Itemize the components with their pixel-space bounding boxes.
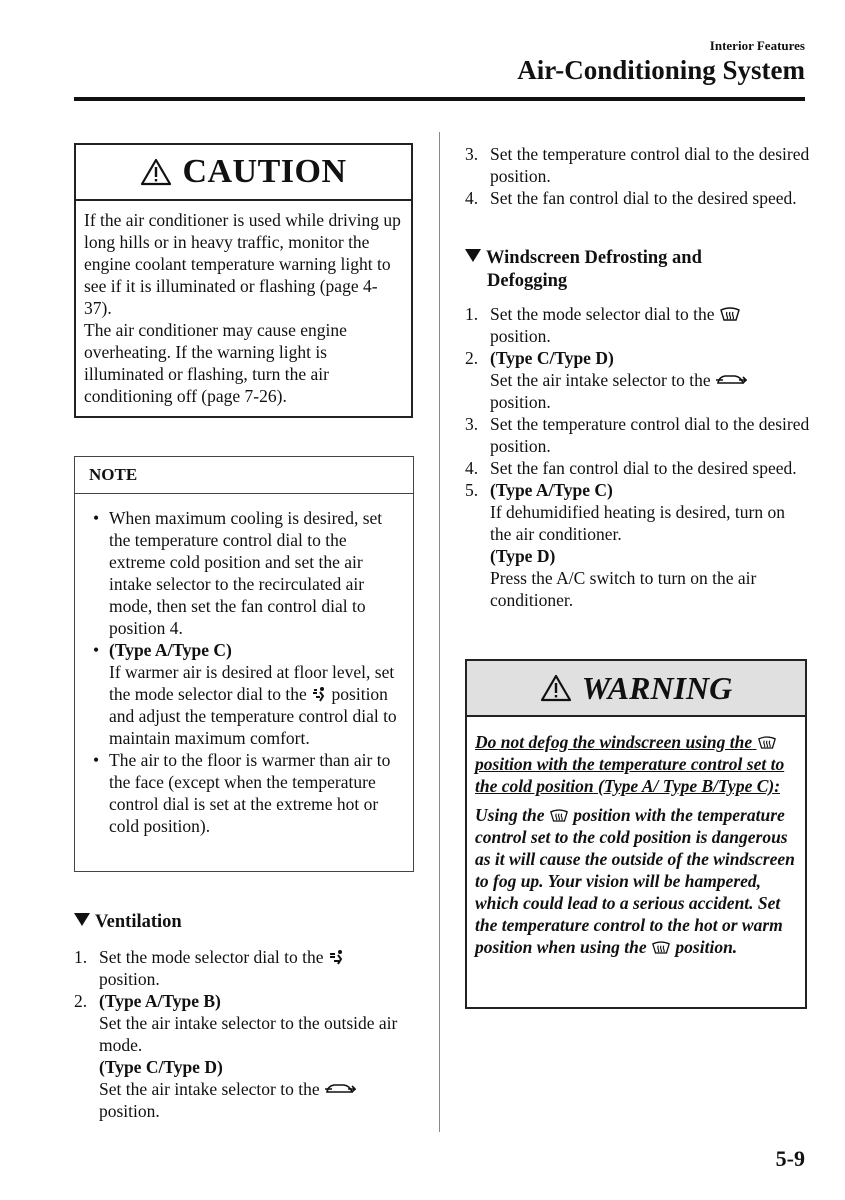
ventilation-section: [74, 911, 419, 1122]
step-text: position.: [99, 969, 160, 989]
face-vent-mode-icon: [328, 949, 346, 965]
warning-condition: [475, 731, 797, 797]
note-title: NOTE: [75, 457, 413, 494]
ventilation-steps: [74, 946, 419, 1122]
caution-box: [74, 143, 413, 418]
outside-air-icon: [715, 372, 747, 388]
step-text: Set the air intake selector to the: [99, 1079, 320, 1099]
step-number: 4.: [465, 458, 479, 478]
step-number: 5.: [465, 480, 479, 500]
continued-steps: [465, 143, 810, 209]
note-item: [75, 639, 407, 749]
step-type-label: (Type D): [490, 546, 556, 566]
step-item: [465, 143, 810, 187]
warning-explanation: [475, 804, 797, 958]
defrost-section: [465, 247, 810, 611]
defroster-icon: [549, 808, 569, 823]
warning-explanation-text: Using the: [475, 805, 545, 825]
step-text: Set the air intake selector to the: [490, 370, 711, 390]
caution-paragraph-1: If the air conditioner is used while driving up long hills or in heavy traffic, monitor the engine coolant temperature warning light to see if it is illuminated or flashing (page 4-37).: [84, 210, 401, 318]
step-text: Set the fan control dial to the desired speed.: [490, 458, 797, 478]
defroster-icon: [651, 940, 671, 955]
page-number: 5-9: [775, 1146, 805, 1171]
warning-box: [465, 659, 807, 1009]
step-number: 2.: [74, 991, 88, 1011]
note-item-text: If warmer air is desired at floor level, set the mode selector dial to the: [109, 662, 395, 704]
step-text: Set the fan control dial to the desired speed.: [490, 188, 797, 208]
caution-header: [76, 145, 411, 201]
defrost-steps: [465, 303, 810, 611]
defrost-heading: [465, 247, 810, 293]
section-label: Interior Features: [709, 38, 805, 53]
step-number: 1.: [465, 304, 479, 324]
column-divider: [439, 132, 440, 1132]
warning-explanation-text: position.: [675, 937, 738, 957]
defrost-heading-line: Windscreen Defrosting and: [486, 248, 702, 268]
defroster-icon: [719, 306, 741, 322]
bilevel-mode-icon: [311, 686, 327, 702]
step-text: If dehumidified heating is desired, turn on the air conditioner.: [490, 502, 785, 544]
caution-body: [76, 201, 411, 407]
defroster-icon: [757, 735, 777, 750]
warning-header: [467, 661, 805, 717]
step-number: 2.: [465, 348, 479, 368]
bullet: •: [93, 640, 100, 660]
warning-body: [467, 717, 805, 958]
step-type-label: (Type C/Type D): [490, 348, 614, 368]
defrost-heading-line: Defogging: [487, 271, 568, 291]
continued-step-list: [465, 143, 810, 209]
step-text: Set the temperature control dial to the desired position.: [490, 414, 810, 456]
step-item: [465, 187, 810, 209]
note-type-label: (Type A/Type C): [109, 640, 232, 660]
step-item: [465, 479, 810, 611]
step-item: [74, 946, 419, 990]
caution-paragraph-2: The air conditioner may cause engine overheating. If the warning light is illuminated or flashing, turn the air conditioning off (page 7-26).: [84, 320, 347, 406]
note-item-text: The air to the floor is warmer than air to the face (except when the temperature control dial is set at the extreme hot or cold position).: [109, 750, 391, 836]
outside-air-icon: [324, 1081, 356, 1097]
header-rule: [74, 97, 805, 101]
note-item: [75, 749, 407, 837]
triangle-bullet-icon: [465, 249, 481, 262]
warning-explanation-text: position with the temperature control set to the cold position is dangerous as it will cause the outside of the windscreen to fog up. Your vision will be hampered, which could lead to a serious accident. Set the temperature control to the hot or warm position when using the: [475, 805, 795, 957]
page-title: Air-Conditioning System: [517, 55, 805, 85]
step-number: 3.: [465, 144, 479, 164]
step-text: Set the air intake selector to the outside air mode.: [99, 1013, 398, 1055]
step-text: Set the mode selector dial to the: [490, 304, 715, 324]
step-type-label: (Type A/Type C): [490, 480, 613, 500]
step-number: 3.: [465, 414, 479, 434]
step-text: position.: [490, 326, 551, 346]
step-text: Press the A/C switch to turn on the air conditioner.: [490, 568, 757, 610]
warning-condition-text: position with the temperature control set to the cold position (Type A/ Type B/Type C):: [475, 754, 785, 796]
step-number: 4.: [465, 188, 479, 208]
bullet: •: [93, 750, 100, 770]
note-item: [75, 507, 407, 639]
step-item: [465, 347, 810, 413]
bullet: •: [93, 508, 100, 528]
step-item: [465, 413, 810, 457]
step-text: position.: [99, 1101, 160, 1121]
step-item: [465, 457, 810, 479]
warning-triangle-icon: [540, 674, 572, 702]
step-type-label: (Type C/Type D): [99, 1057, 223, 1077]
warning-condition-text: Do not defog the windscreen using the: [475, 732, 753, 752]
step-item: [74, 990, 419, 1122]
note-item-text: When maximum cooling is desired, set the temperature control dial to the extreme cold position and set the air intake selector to the recirculated air mode, then set the fan control dial to position 4.: [109, 508, 383, 638]
note-item-text: position and adjust the temperature control dial to maintain maximum comfort.: [109, 684, 397, 748]
note-list: [75, 494, 413, 837]
warning-triangle-icon: [140, 158, 172, 186]
note-box: [74, 456, 414, 872]
step-text: Set the mode selector dial to the: [99, 947, 324, 967]
step-text: Set the temperature control dial to the desired position.: [490, 144, 810, 186]
warning-title: WARNING: [581, 669, 733, 706]
step-item: [465, 303, 810, 347]
triangle-bullet-icon: [74, 913, 90, 926]
ventilation-heading-text: Ventilation: [95, 912, 182, 932]
ventilation-heading: [74, 911, 419, 934]
step-text: position.: [490, 392, 551, 412]
caution-title: CAUTION: [182, 153, 347, 190]
step-type-label: (Type A/Type B): [99, 991, 221, 1011]
step-number: 1.: [74, 947, 88, 967]
